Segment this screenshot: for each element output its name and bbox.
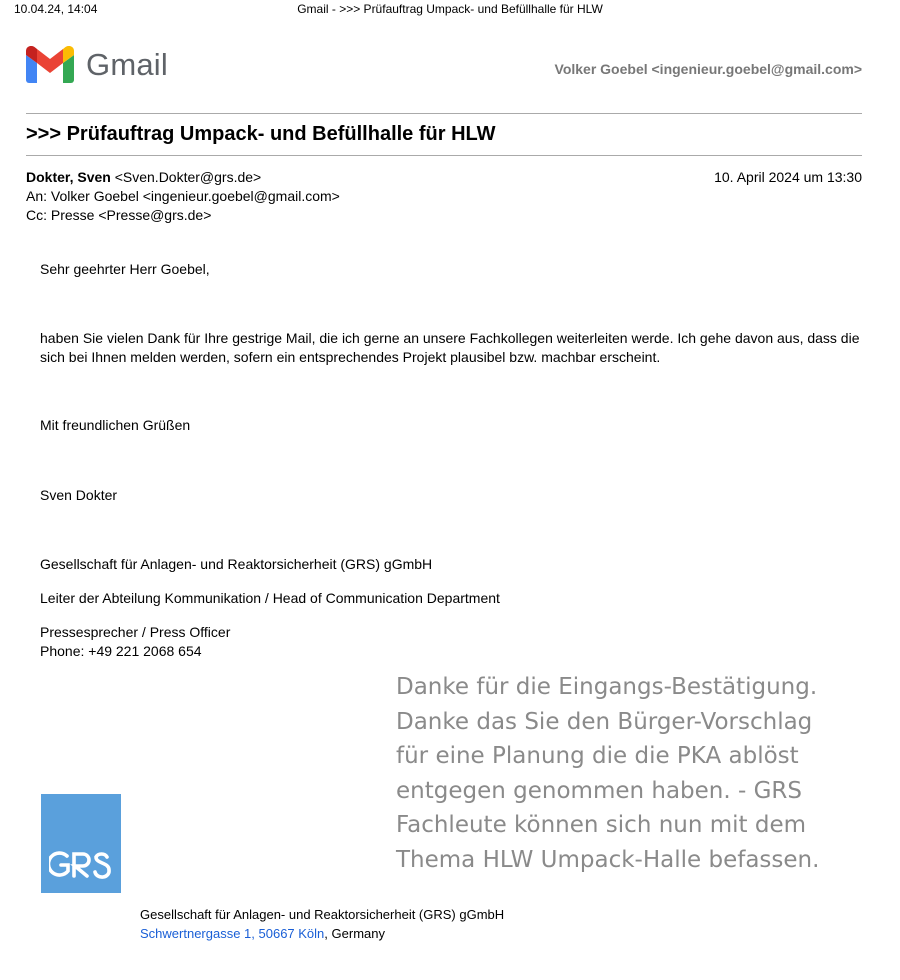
closing: Mit freundlichen Grüßen [40, 417, 191, 433]
overlay-line: entgegen genommen haben. - GRS [396, 777, 803, 804]
address-country: , Germany [324, 926, 385, 941]
email-header [26, 168, 862, 225]
divider [26, 113, 862, 114]
overlay-line: Danke für die Eingangs-Bestätigung. [396, 674, 818, 700]
signature-org: Gesellschaft für Anlagen- und Reaktorsicherheit (GRS) gGmbH [40, 556, 433, 572]
sender-name: Dokter, Sven [26, 169, 111, 185]
signature-department: Leiter der Abteilung Kommunikation / Head of Communication Department [40, 590, 500, 606]
signature-role: Pressesprecher / Press Officer [40, 624, 231, 640]
gmail-wordmark: Gmail [86, 46, 168, 82]
footer-address [140, 924, 504, 943]
to-line: An: Volker Goebel <ingenieur.goebel@gmail.com> [26, 188, 340, 204]
grs-logo [41, 794, 121, 893]
email-date: 10. April 2024 um 13:30 [714, 169, 862, 185]
signature-name: Sven Dokter [40, 487, 118, 503]
footer [140, 905, 504, 943]
print-title: Gmail - >>> Prüfauftrag Umpack- und Befüllhalle für HLW [297, 2, 603, 16]
gmail-m-icon [26, 46, 74, 83]
signature-phone: Phone: +49 221 2068 654 [40, 643, 202, 659]
sender-email: <Sven.Dokter@grs.de> [114, 169, 262, 185]
address-link[interactable]: Schwertnergasse 1, 50667 Köln [140, 926, 325, 941]
signature-contact [40, 623, 860, 661]
overlay-line: Danke das Sie den Bürger-Vorschlag [396, 708, 813, 735]
print-header [0, 2, 900, 18]
footer-org: Gesellschaft für Anlagen- und Reaktorsicherheit (GRS) gGmbH [140, 907, 505, 922]
gmail-logo [26, 46, 168, 83]
account-identity: Volker Goebel <ingenieur.goebel@gmail.com> [554, 61, 862, 77]
overlay-line: für eine Planung die die PKA ablöst [396, 743, 799, 769]
greeting: Sehr geehrter Herr Goebel, [40, 261, 210, 277]
print-datetime: 10.04.24, 14:04 [14, 2, 98, 16]
overlay-line: Fachleute können sich nun mit dem [396, 812, 807, 838]
body-paragraph: haben Sie vielen Dank für Ihre gestrige Mail, die ich gerne an unsere Fachkollegen weiterleiten werde. Ich gehe davon aus, dass die sich bei Ihnen melden werden, sofern ein entsprechendes Projekt plausibel bzw. machbar erscheint. [40, 330, 860, 365]
overlay-note [396, 670, 876, 877]
grs-logo-mark [49, 850, 113, 880]
overlay-line: Thema HLW Umpack-Halle befassen. [396, 846, 820, 873]
email-subject: >>> Prüfauftrag Umpack- und Befüllhalle für HLW [26, 123, 496, 145]
cc-line: Cc: Presse <Presse@grs.de> [26, 207, 212, 223]
divider [26, 155, 862, 156]
